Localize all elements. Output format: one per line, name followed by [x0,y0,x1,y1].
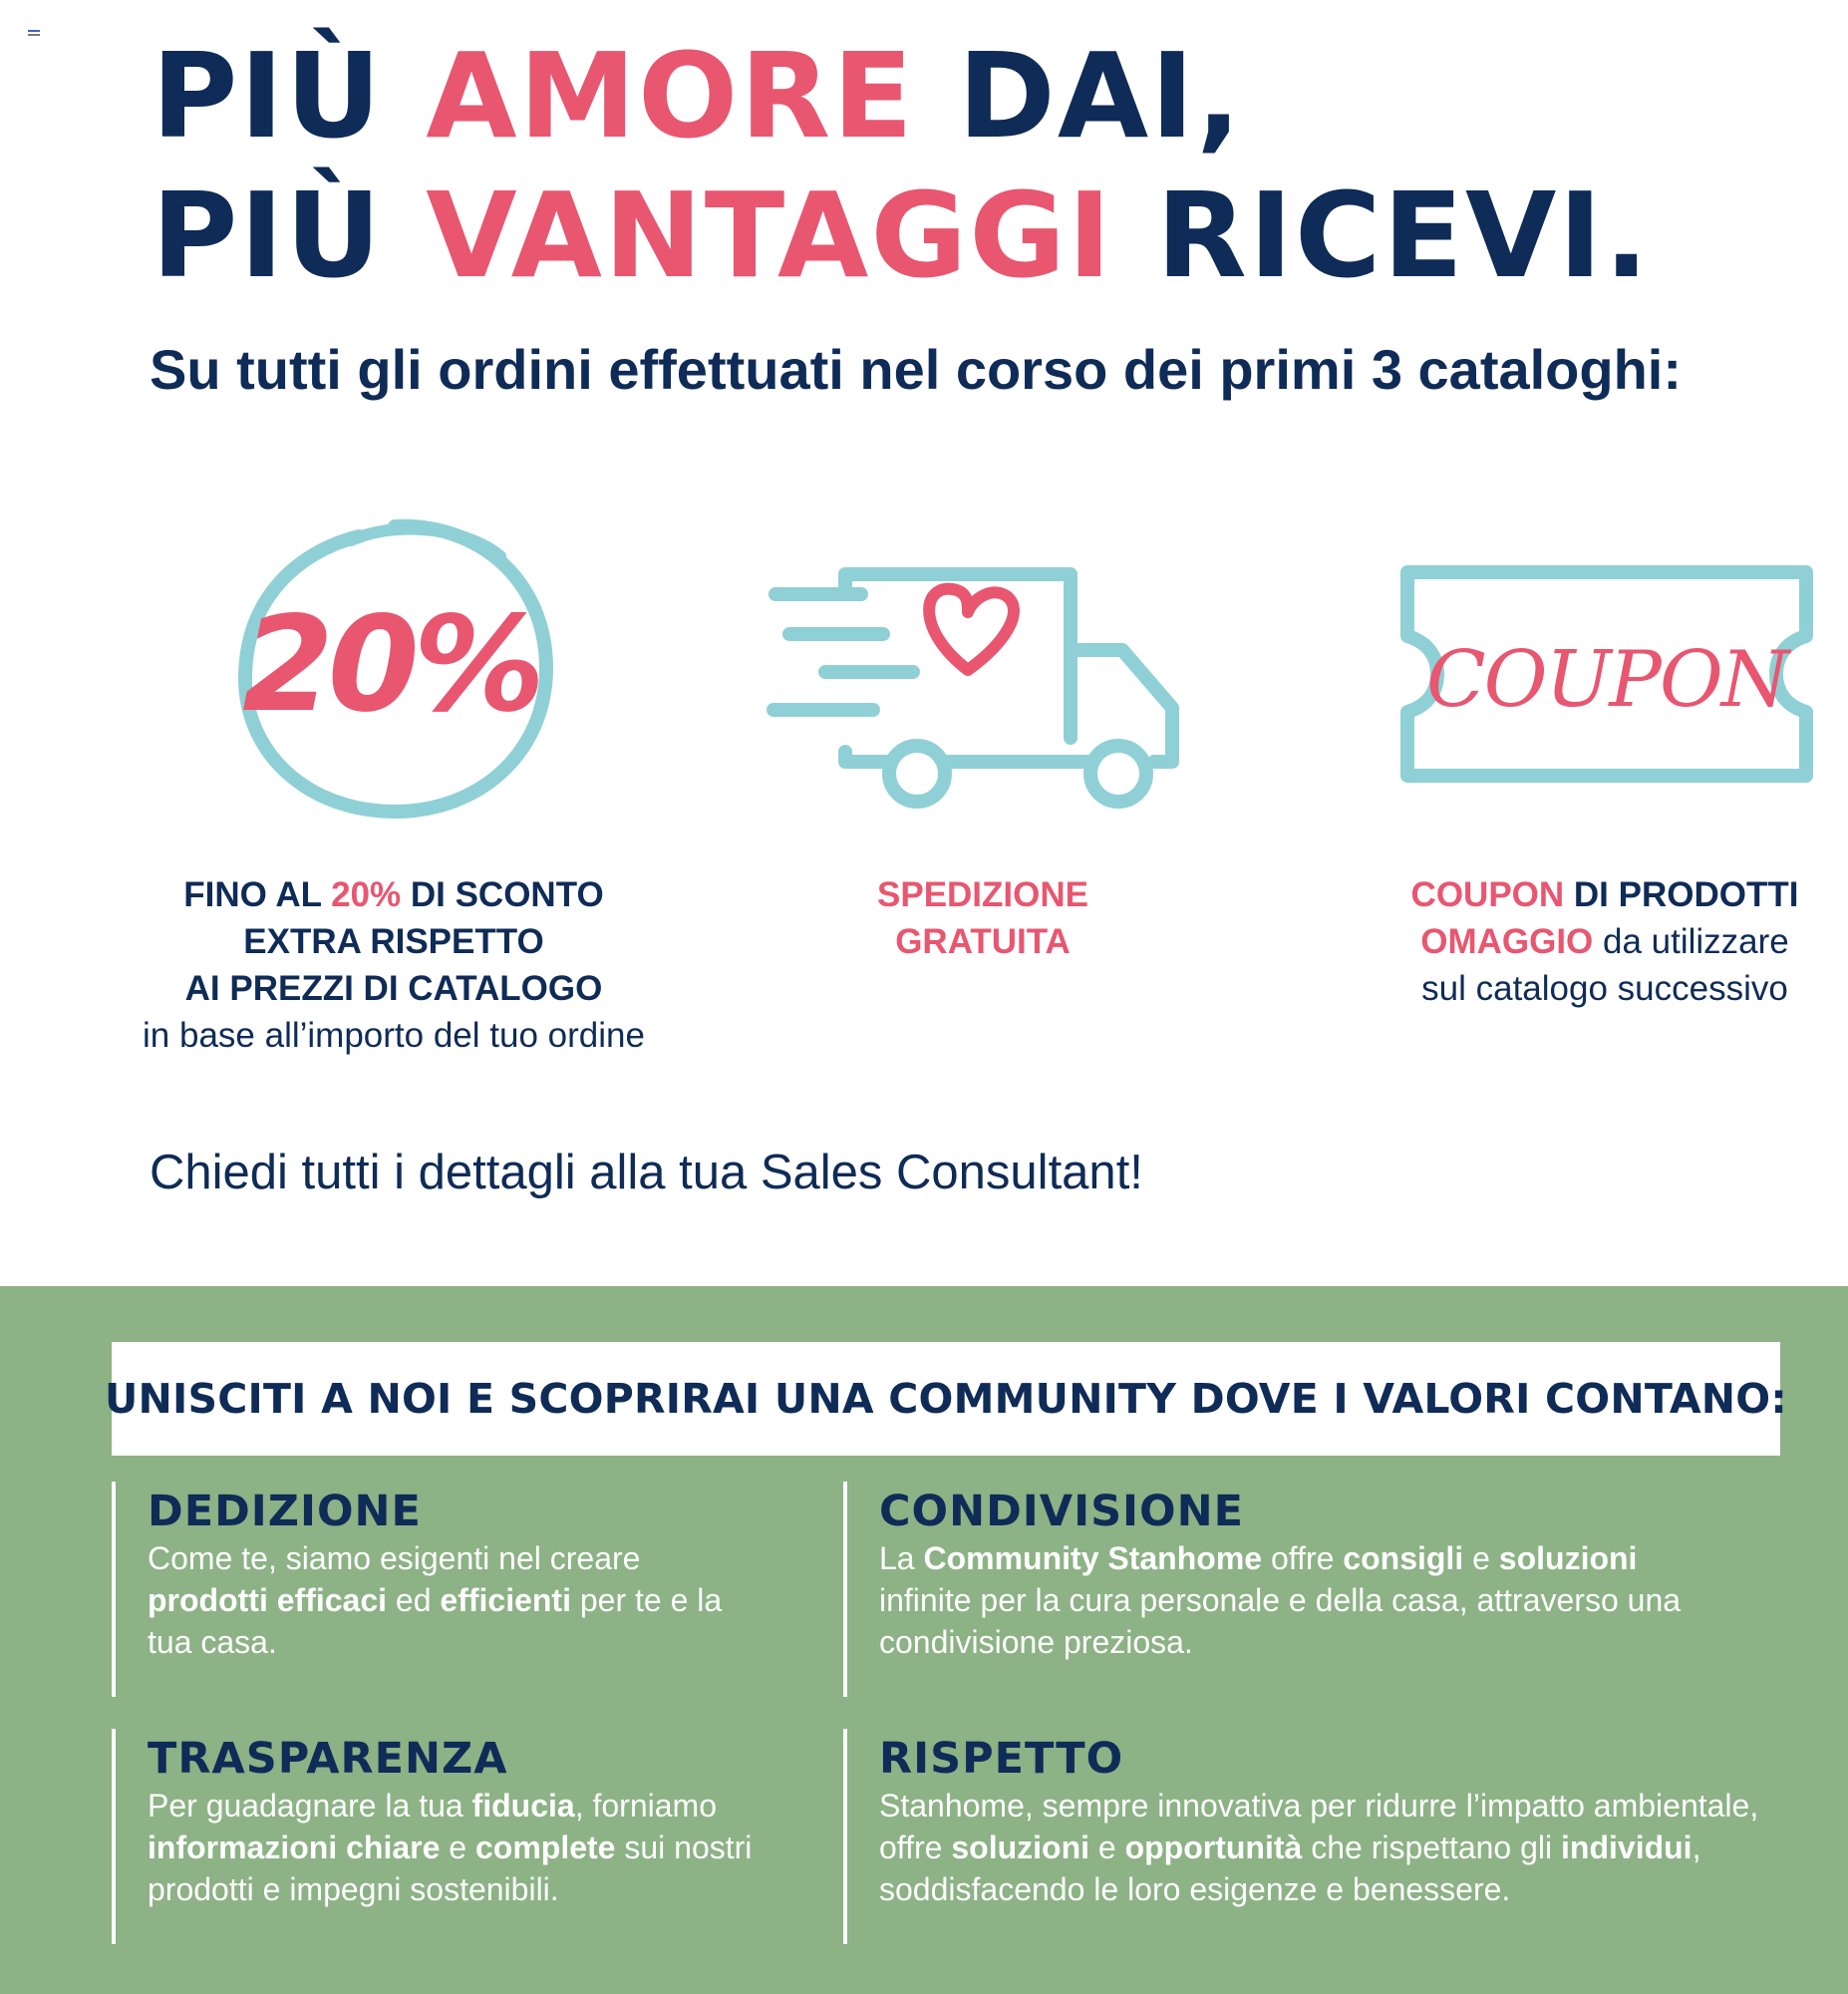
coupon-line-3: sul catalogo successivo [1421,969,1788,1008]
value-body-emphasis: consigli [1343,1540,1464,1576]
value-body-emphasis: soluzioni [1498,1540,1638,1576]
benefit-coupon-text [1366,871,1844,1012]
value-body [148,1537,770,1663]
headline-line-2-part-1: PIÙ [152,166,427,304]
value-title: RISPETTO [879,1734,1124,1784]
benefit-discount-text [110,871,678,1059]
value-body [148,1785,770,1910]
value-title: DEDIZIONE [148,1487,422,1536]
delivery-truck-heart-icon [764,542,1192,818]
percent-circle-icon [231,508,558,826]
coupon-line-1-highlight: COUPON [1410,875,1565,914]
value-body-text: Stanhome, sempre innovativa per ridurre l’impatto ambientale, offre [879,1788,1759,1865]
value-body-emphasis: efficienti [440,1582,571,1618]
headline-line-1-part-2: DAI, [914,27,1243,165]
discount-line-1b: DI SCONTO [401,875,604,914]
headline-line-1 [152,26,1651,166]
coupon-line-2-highlight: OMAGGIO [1420,922,1594,961]
value-body-emphasis: complete [474,1829,616,1865]
discount-line-1-highlight: 20% [331,875,402,914]
value-body-text: offre [1262,1540,1344,1576]
value-body-text: sui nostri prodotti e impegni sostenibili. [148,1829,753,1907]
value-condivisione [843,1482,1720,1697]
shipping-line-2: GRATUITA [895,922,1071,961]
value-body-emphasis: prodotti efficaci [148,1582,388,1618]
value-body-text: e [1463,1540,1499,1576]
value-dedizione [112,1482,770,1697]
value-body-text: e [440,1829,475,1865]
value-body-emphasis: individui [1561,1829,1693,1865]
headline-line-1-part-1: PIÙ [152,27,427,165]
value-body-text: La [879,1540,924,1576]
value-rispetto [843,1729,1780,1944]
value-trasparenza [112,1729,770,1944]
discount-line-3: AI PREZZI DI CATALOGO [184,969,603,1008]
headline-line-1-highlight: AMORE [426,27,915,165]
value-title: TRASPARENZA [148,1734,508,1784]
subheading: Su tutti gli ordini effettuati nel corso dei primi 3 cataloghi: [150,338,1682,401]
community-banner-text: UNISCITI A NOI E SCOPRIRAI UNA COMMUNITY DOVE I VALORI CONTANO: [105,1375,1787,1423]
coupon-line-1b: DI PRODOTTI [1564,875,1799,914]
value-body-text: Come te, siamo esigenti nel creare [148,1540,641,1576]
consultant-prompt: Chiedi tutti i dettagli alla tua Sales Consultant! [150,1146,1143,1199]
discount-line-1a: FINO AL [183,875,332,914]
community-banner [105,1342,1787,1456]
value-body-emphasis: Community Stanhome [923,1540,1263,1576]
discount-line-4: in base all’importo del tuo ordine [143,1016,645,1055]
value-body-text: ed [387,1582,441,1618]
value-body-text: , forniamo [574,1788,717,1824]
value-title: CONDIVISIONE [879,1487,1244,1536]
value-body-text: che rispettano gli [1302,1829,1562,1865]
headline-line-2-part-2: RICEVI. [1112,166,1652,304]
value-body-text: e [1089,1829,1125,1865]
value-body [879,1537,1720,1663]
benefit-shipping-text [783,871,1182,965]
value-body-text: , soddisfacendo le loro esigenze e benessere. [879,1829,1701,1907]
coupon-icon-text: COUPON [1425,635,1788,725]
discount-line-2: EXTRA RISPETTO [243,922,544,961]
coupon-ticket-icon [1393,556,1820,792]
shipping-line-1: SPEDIZIONE [877,875,1088,914]
value-body-emphasis: opportunità [1124,1829,1303,1865]
value-body-text: Per guadagnare la tua [148,1788,472,1824]
headline-line-2 [152,166,1651,305]
headline [152,26,1651,305]
value-body-emphasis: soluzioni [951,1829,1089,1865]
value-body-text: infinite per la cura personale e della casa, attraverso una condivisione preziosa. [879,1582,1682,1660]
value-body-emphasis: informazioni chiare [148,1829,441,1865]
value-body-text: per te e la tua casa. [148,1582,723,1660]
percent-value-text: 20% [242,588,539,742]
value-body-emphasis: fiducia [471,1788,575,1824]
corner-flag-mark [28,30,40,38]
coupon-line-2b: da utilizzare [1593,922,1789,961]
value-body [879,1785,1780,1910]
headline-line-2-highlight: VANTAGGI [426,166,1113,304]
